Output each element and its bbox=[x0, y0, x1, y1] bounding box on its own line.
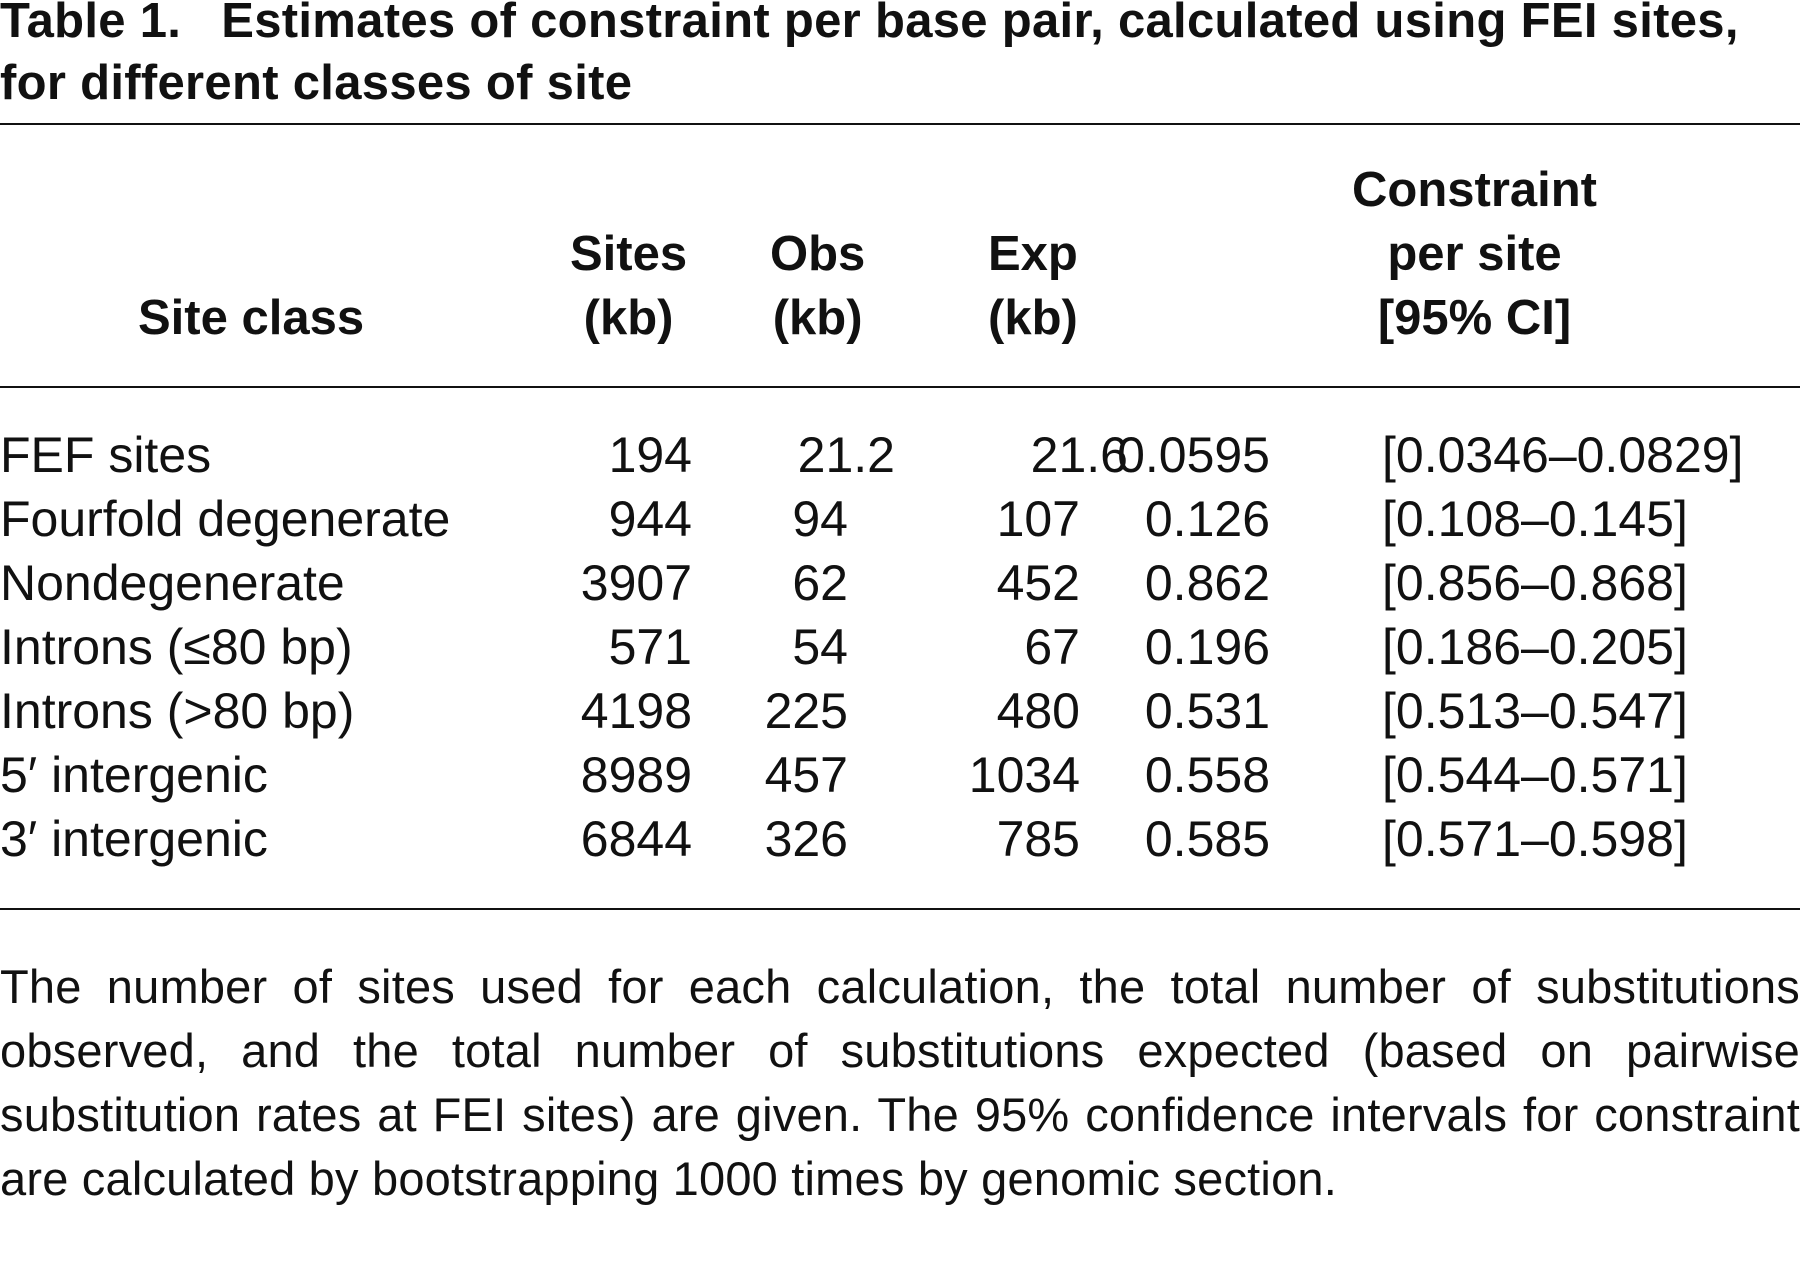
header-obs-line-2: (kb) bbox=[772, 291, 863, 345]
cell-exp: 480 bbox=[996, 683, 1080, 739]
header-constraint-line-3: [95% CI] bbox=[1377, 291, 1572, 345]
header-rule bbox=[0, 386, 1800, 388]
cell-constraint: 0.126 bbox=[1144, 491, 1270, 547]
cell-exp: 21.6 bbox=[1030, 427, 1128, 483]
table-row bbox=[0, 423, 1800, 487]
header-constraint bbox=[1352, 158, 1597, 350]
cell-constraint: 0.862 bbox=[1144, 555, 1270, 611]
cell-ci: [0.186–0.205] bbox=[1382, 619, 1688, 675]
cell-constraint: 0.0595 bbox=[1117, 427, 1270, 483]
cell-ci: [0.108–0.145] bbox=[1382, 491, 1688, 547]
cell-site-class: FEF sites bbox=[0, 427, 212, 483]
header-obs-line-1: Obs bbox=[770, 227, 866, 281]
cell-site-class: 5′ intergenic bbox=[0, 747, 268, 803]
header-exp bbox=[988, 222, 1078, 350]
header-sites-line-2: (kb) bbox=[583, 291, 674, 345]
cell-sites: 4198 bbox=[580, 683, 692, 739]
cell-exp: 452 bbox=[996, 555, 1080, 611]
cell-sites: 8989 bbox=[580, 747, 692, 803]
table-row bbox=[0, 679, 1800, 743]
cell-site-class: Nondegenerate bbox=[0, 555, 345, 611]
table-row bbox=[0, 615, 1800, 679]
table-row bbox=[0, 551, 1800, 615]
cell-sites: 944 bbox=[608, 491, 692, 547]
header-sites-line-1: Sites bbox=[570, 227, 688, 281]
cell-ci: [0.856–0.868] bbox=[1382, 555, 1688, 611]
header-exp-line-2: (kb) bbox=[988, 291, 1078, 345]
cell-obs: 62 bbox=[792, 555, 848, 611]
table-caption bbox=[0, 0, 1790, 114]
cell-exp: 67 bbox=[1024, 619, 1080, 675]
cell-obs: 326 bbox=[764, 811, 848, 867]
cell-constraint: 0.585 bbox=[1144, 811, 1270, 867]
cell-exp: 785 bbox=[996, 811, 1080, 867]
cell-constraint: 0.531 bbox=[1144, 683, 1270, 739]
cell-ci: [0.513–0.547] bbox=[1382, 683, 1688, 739]
header-site-class bbox=[138, 286, 364, 350]
cell-ci: [0.544–0.571] bbox=[1382, 747, 1688, 803]
cell-sites: 6844 bbox=[580, 811, 692, 867]
cell-obs: 457 bbox=[764, 747, 848, 803]
cell-obs: 94 bbox=[792, 491, 848, 547]
cell-constraint: 0.196 bbox=[1144, 619, 1270, 675]
top-rule bbox=[0, 123, 1800, 125]
header-site-class-label: Site class bbox=[138, 291, 365, 345]
cell-exp: 107 bbox=[996, 491, 1080, 547]
cell-obs: 21.2 bbox=[797, 427, 895, 483]
cell-site-class: 3′ intergenic bbox=[0, 811, 268, 867]
table-row bbox=[0, 743, 1800, 807]
cell-sites: 194 bbox=[608, 427, 692, 483]
header-exp-line-1: Exp bbox=[988, 227, 1078, 281]
table-footnote: The number of sites used for each calculation, the total number of substitutions observed, and the total number of substitutions expected (based on pairwise substitution rates at FEI sites) are given. The 95% confidence intervals for constraint are calculated by bootstrapping 1000 times by genomic section. bbox=[0, 960, 1800, 1205]
cell-site-class: Fourfold degenerate bbox=[0, 491, 451, 547]
cell-sites: 3907 bbox=[580, 555, 692, 611]
cell-obs: 54 bbox=[792, 619, 848, 675]
table-title: Estimates of constraint per base pair, calculated using FEI sites, for different classes of site bbox=[0, 0, 1739, 110]
header-obs bbox=[770, 222, 865, 350]
cell-ci: [0.571–0.598] bbox=[1382, 811, 1688, 867]
cell-site-class: Introns (≤80 bp) bbox=[0, 619, 353, 675]
bottom-rule bbox=[0, 908, 1800, 910]
header-constraint-line-2: per site bbox=[1387, 227, 1562, 281]
cell-obs: 225 bbox=[764, 683, 848, 739]
header-sites bbox=[570, 222, 687, 350]
cell-site-class: Introns (>80 bp) bbox=[0, 683, 355, 739]
table-label: Table 1. bbox=[0, 0, 182, 48]
cell-sites: 571 bbox=[608, 619, 692, 675]
cell-constraint: 0.558 bbox=[1144, 747, 1270, 803]
table-row bbox=[0, 487, 1800, 551]
header-constraint-line-1: Constraint bbox=[1352, 163, 1597, 217]
cell-ci: [0.0346–0.0829] bbox=[1382, 427, 1744, 483]
cell-exp: 1034 bbox=[968, 747, 1080, 803]
table-row bbox=[0, 807, 1800, 871]
